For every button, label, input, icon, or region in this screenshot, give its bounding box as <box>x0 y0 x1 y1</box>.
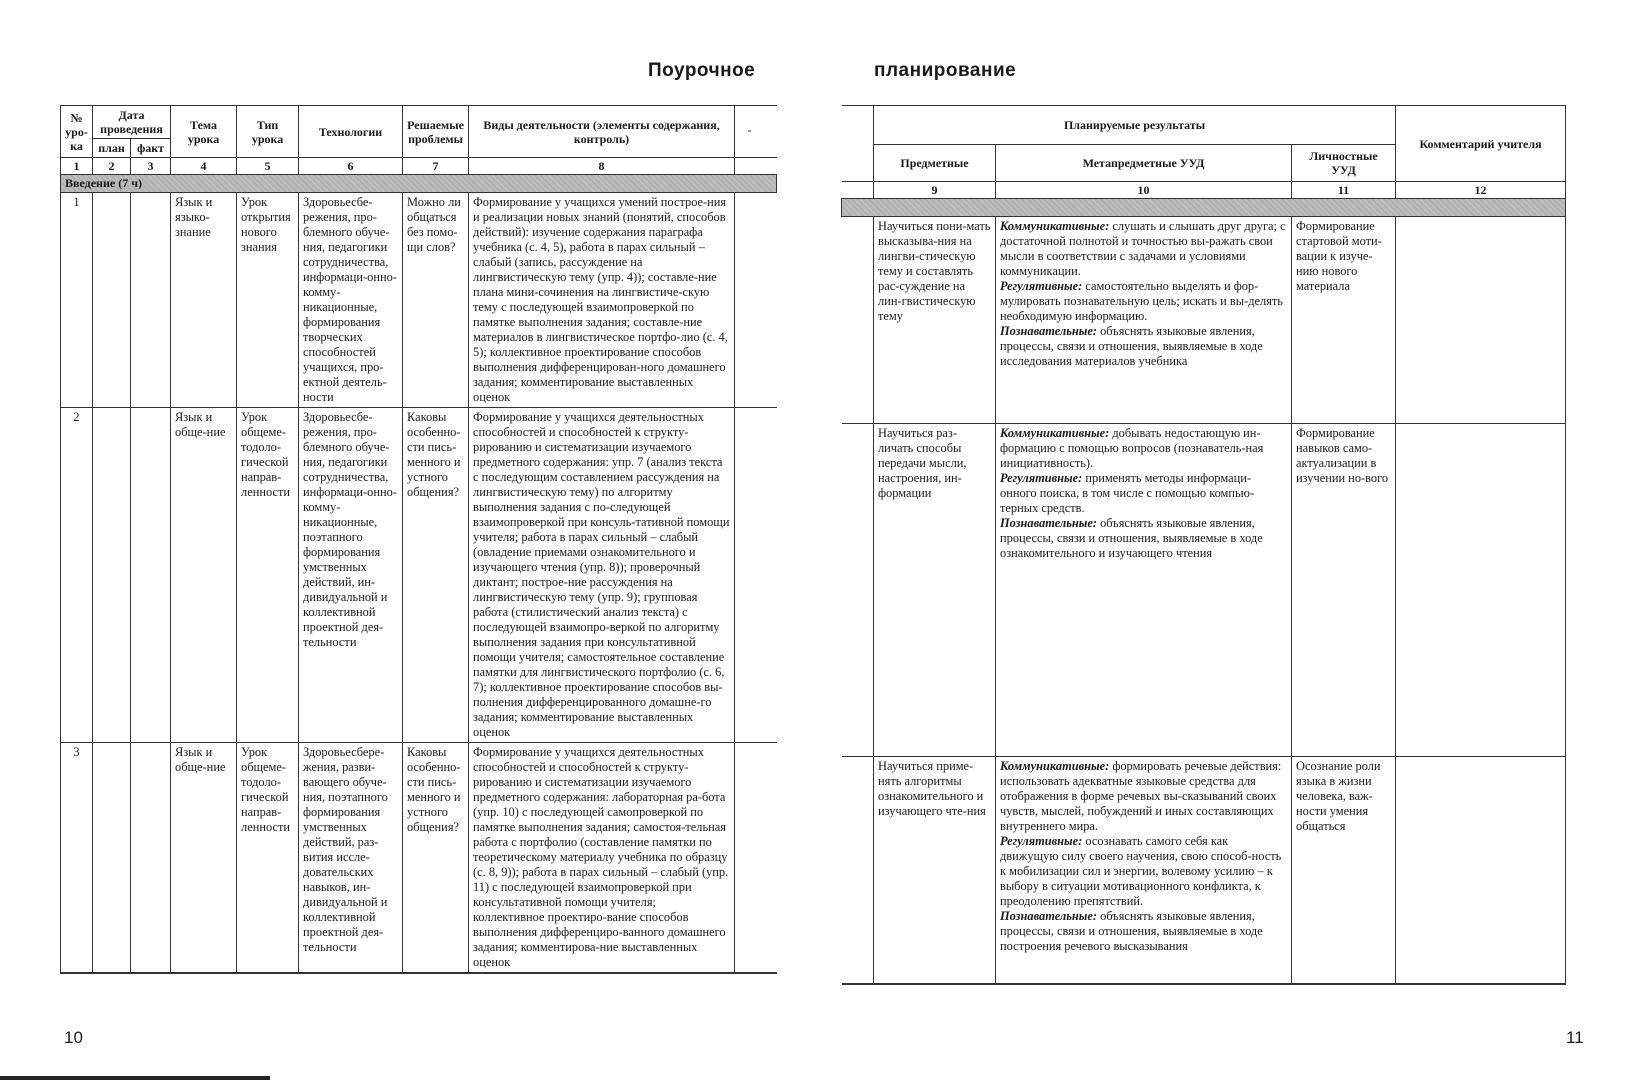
lesson-activities: Формирование у учащихся умений построе-ния и реализации новых знаний (понятий, способов действий): изучение содержания параграфа учебника (с. 4, 5), работа в парах сильный – слабый (запись, рассуждение на лингвистическую тему (упр. 4)); составле-ние плана мини-сочинения на лингвистиче-скую тему с последующей взаимопроверкой по памятке выполнения задания; составле-ние материалов в лингвистическое портфо-лио (с. 4, 5); коллективное проектирование способов выполнения дифференцирован-ного домашнего задания; комментирование выставленных оценок <box>469 193 735 408</box>
subject-result: Научиться приме-нять алгоритмы ознакомительного и изучающего чте-ния <box>874 757 996 985</box>
teacher-comment <box>1396 424 1566 757</box>
header-comment: Комментарий учителя <box>1396 106 1566 182</box>
row-spacer <box>735 408 777 743</box>
lesson-plan-table-left <box>60 105 777 974</box>
meta-text-regulatory: осознавать самого себя как движущую силу своего научения, свою способ-ность к мобилизации сил и энергии, волевому усилию – к выбору в ситуации мотивационного конфликта, к преодолению препятствий. <box>1000 834 1282 908</box>
col-number: 7 <box>403 158 469 175</box>
meta-results <box>996 424 1292 757</box>
section-header-continued <box>842 199 1566 217</box>
meta-results <box>996 217 1292 424</box>
row-spacer <box>735 193 777 408</box>
col-number: 9 <box>874 182 996 199</box>
table-row <box>842 424 1566 757</box>
lesson-type: Урок открытия нового знания <box>237 193 299 408</box>
meta-text-regulatory: самостоятельно выделять и фор-мулировать познавательную цель; искать и вы-делять необходимую информацию. <box>1000 279 1283 323</box>
header-spacer <box>842 106 874 182</box>
header-activities: Виды деятельности (элементы содержания, контроль) <box>469 106 735 158</box>
col-number: 10 <box>996 182 1292 199</box>
col-number: 4 <box>171 158 237 175</box>
header-lesson-type: Тип урока <box>237 106 299 158</box>
lesson-topic: Язык и обще-ние <box>171 743 237 974</box>
meta-text-communicative: добывать недостающую ин-формацию с помощью вопросов (познаватель-ная инициативность). <box>1000 426 1264 470</box>
col-number: 11 <box>1292 182 1396 199</box>
meta-label-communicative: Коммуникативные: <box>1000 759 1110 773</box>
lesson-problem: Каковы особенно-сти пись-менного и устного общения? <box>403 743 469 974</box>
lesson-activities: Формирование у учащихся деятельностных способностей и способностей к структу-рированию и систематизации изучаемого предметного содержания: лабораторная ра-бота (упр. 10) с последующей самопроверкой по памятке выполнения задания; самостоя-тельная работа с портфолио (составление памятки по теоретическому материалу учебника по образцу (с. 8, 9)); работа в парах сильный – слабый (упр. 11) с последующей взаимопроверкой при консультативной помощи учителя; коллективное проектиро-вание способов выполнения дифференциро-ванного домашнего задания; комментирова-ние выставленных оценок <box>469 743 735 974</box>
date-fact <box>131 743 171 974</box>
lesson-activities: Формирование у учащихся деятельностных способностей и способностей к структу-рированию и систематизации изучаемого предметного содержания: упр. 7 (анализ текста с последующим составлением рассуждения на лингвистическую тему) по алгоритму выполнения задания с по-следующей взаимопроверкой при консуль-тативной помощи учителя; работа в парах сильный – слабый (овладение приемами ознакомительного и изучающего чтения (упр. 8)); проверочный диктант; построе-ние рассуждения на лингвистическую тему (упр. 9); групповая работа (стилистический анализ текста) с последующей взаимопро-веркой по алгоритму выполнения задания при консультативной помощи учителя; самостоятельное составление памятки для лингвистического портфолио (с. 6, 7); коллективное проектирование способов вы-полнения дифференцированного домашне-го задания; комментирование выставленных оценок <box>469 408 735 743</box>
table-row <box>842 217 1566 424</box>
page-number-left: 10 <box>64 1028 83 1047</box>
meta-results <box>996 757 1292 985</box>
lesson-number: 1 <box>61 193 93 408</box>
col-number: 2 <box>93 158 131 175</box>
scan-edge <box>0 1076 270 1080</box>
header-subject-results: Предметные <box>874 145 996 182</box>
meta-text-cognitive: объяснять языковые явления, процессы, связи и отношения, выявляемые в ходе исследования материалов учебника <box>1000 324 1263 368</box>
row-spacer <box>842 424 874 757</box>
lesson-problem: Каковы особенно-сти пись-менного и устного общения? <box>403 408 469 743</box>
meta-label-regulatory: Регулятивные: <box>1000 279 1083 293</box>
row-spacer <box>842 217 874 424</box>
lesson-technologies: Здоровьесбе-режения, про-блемного обуче-ния, педагогики сотрудничества, информаци-онно-комму-никационные, формирования творческих способностей учащихся, про-ектной деятель-ности <box>299 193 403 408</box>
header-problems: Решаемые проблемы <box>403 106 469 158</box>
lesson-technologies: Здоровьесбере-жения, разви-вающего обуче-ния, поэтапного формирования умственных действий, раз-вития иссле-довательских навыков, ин-дивидуальной и коллективной проектной дея-тельности <box>299 743 403 974</box>
lesson-technologies: Здоровьесбе-режения, про-блемного обуче-ния, педагогики сотрудничества, информаци-онно-комму-никационные, поэтапного формирования умственных действий, ин-дивидуальной и коллективной проектной дея-тельности <box>299 408 403 743</box>
lesson-number: 2 <box>61 408 93 743</box>
col-number-spacer <box>842 182 874 199</box>
col-number: 1 <box>61 158 93 175</box>
header-date: Дата проведения <box>93 106 171 139</box>
lesson-plan-table-right <box>841 105 1566 985</box>
meta-text-regulatory: применять методы информаци-онного поиска, в том числе с помощью компью-терных средств. <box>1000 471 1255 515</box>
table-row <box>61 743 777 974</box>
header-topic: Тема урока <box>171 106 237 158</box>
date-plan <box>93 743 131 974</box>
meta-label-cognitive: Познавательные: <box>1000 909 1098 923</box>
meta-text-cognitive: объяснять языковые явления, процессы, связи и отношения, выявляемые в ходе построения речевого высказывания <box>1000 909 1263 953</box>
meta-label-communicative: Коммуникативные: <box>1000 426 1110 440</box>
header-planned-results: Планируемые результаты <box>874 106 1396 145</box>
table-row <box>61 408 777 743</box>
col-number: 5 <box>237 158 299 175</box>
personal-result: Формирование стартовой моти-вации к изуче-нию нового материала <box>1292 217 1396 424</box>
lesson-topic: Язык и обще-ние <box>171 408 237 743</box>
page-number-right: 11 <box>1566 1028 1584 1047</box>
personal-result: Формирование навыков само-актуализации в изучении но-вого <box>1292 424 1396 757</box>
col-number: 3 <box>131 158 171 175</box>
header-technologies: Технологии <box>299 106 403 158</box>
lesson-number: 3 <box>61 743 93 974</box>
date-fact <box>131 193 171 408</box>
col-number-spacer <box>735 158 777 175</box>
date-plan <box>93 193 131 408</box>
col-number: 6 <box>299 158 403 175</box>
section-header: Введение (7 ч) <box>61 175 777 193</box>
meta-label-communicative: Коммуникативные: <box>1000 219 1110 233</box>
page-title-left: Поурочное <box>648 60 756 81</box>
lesson-type: Урок общеме-тодоло-гической направ-ленности <box>237 743 299 974</box>
table-row <box>61 193 777 408</box>
lesson-topic: Язык и языко-знание <box>171 193 237 408</box>
header-plan: план <box>93 139 131 158</box>
header-personal-results: Личностные УУД <box>1292 145 1396 182</box>
col-number: 12 <box>1396 182 1566 199</box>
personal-result: Осознание роли языка в жизни человека, важ-ности умения общаться <box>1292 757 1396 985</box>
teacher-comment <box>1396 757 1566 985</box>
subject-result: Научиться пони-мать высказыва-ния на лингви-стическую тему и составлять рас-суждение на лин-гвистическую тему <box>874 217 996 424</box>
meta-text-communicative: слушать и слышать друг друга; с достаточной полнотой и точностью вы-ражать свои мысли в соответствии с задачами и условиями коммуникации. <box>1000 219 1286 278</box>
header-meta-results: Метапредметные УУД <box>996 145 1292 182</box>
table-row <box>842 757 1566 985</box>
meta-text-communicative: формировать речевые действия: использовать адекватные языковые средства для отображения в форме речевых вы-сказываний своих чувств, мыслей, побуждений и иных составляющих внутреннего мира. <box>1000 759 1282 833</box>
date-fact <box>131 408 171 743</box>
header-lesson-no: № уро-ка <box>61 106 93 158</box>
lesson-problem: Можно ли общаться без помо-щи слов? <box>403 193 469 408</box>
header-fact: факт <box>131 139 171 158</box>
col-number: 8 <box>469 158 735 175</box>
page-title-right: планирование <box>874 60 1017 81</box>
teacher-comment <box>1396 217 1566 424</box>
header-spacer <box>735 106 777 158</box>
meta-label-regulatory: Регулятивные: <box>1000 834 1083 848</box>
meta-label-cognitive: Познавательные: <box>1000 516 1098 530</box>
meta-text-cognitive: объяснять языковые явления, процессы, связи и отношения, выявляемые в ходе ознакомительного и изучающего чтения <box>1000 516 1263 560</box>
row-spacer <box>842 757 874 985</box>
row-spacer <box>735 743 777 974</box>
meta-label-cognitive: Познавательные: <box>1000 324 1098 338</box>
lesson-type: Урок общеме-тодоло-гической направ-ленности <box>237 408 299 743</box>
subject-result: Научиться раз-личать способы передачи мысли, настроения, ин-формации <box>874 424 996 757</box>
date-plan <box>93 408 131 743</box>
meta-label-regulatory: Регулятивные: <box>1000 471 1083 485</box>
